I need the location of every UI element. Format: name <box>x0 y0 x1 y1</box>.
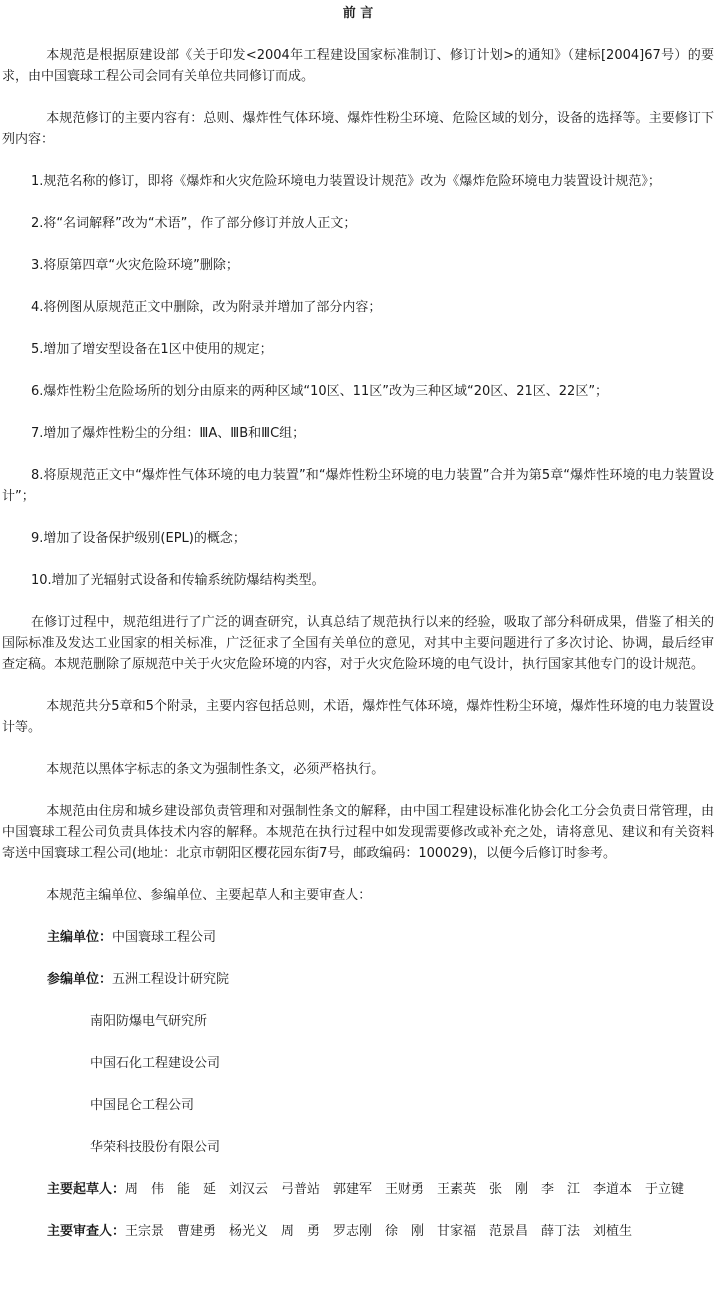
participants-line <box>2 969 714 990</box>
reviewers-names: 王宗景 曹建勇 杨光义 周 勇 罗志刚 徐 刚 甘家福 范景昌 薛丁法 刘植生 <box>125 1224 633 1239</box>
structure-paragraph: 本规范共分5章和5个附录，主要内容包括总则，术语，爆炸性气体环境，爆炸性粉尘环境，爆炸性环境的电力装置设计等。 <box>2 699 714 735</box>
chief-editor-line <box>2 927 714 948</box>
revision-item-1: 1.规范名称的修订，即将《爆炸和火灾危险环境电力装置设计规范》改为《爆炸危险环境电力装置设计规范》； <box>31 174 661 189</box>
management-paragraph: 本规范由住房和城乡建设部负责管理和对强制性条文的解释，由中国工程建设标准化协会化工分会负责日常管理，由中国寰球工程公司负责具体技术内容的解释。本规范在执行过程中如发现需要修改或补充之处，请将意见、建议和有关资料寄送中国寰球工程公司(地址：北京市朝阳区樱花园东街7号，邮政编码：100029)，以便今后修订时参考。 <box>2 804 714 861</box>
drafters-line <box>2 1179 714 1200</box>
drafters-label: 主要起草人： <box>47 1182 126 1197</box>
revision-item-10: 10.增加了光辐射式设备和传输系统防爆结构类型。 <box>31 573 325 588</box>
participants-label: 参编单位： <box>47 972 113 987</box>
revision-summary-paragraph: 本规范修订的主要内容有：总则、爆炸性气体环境、爆炸性粉尘环境、危险区域的划分，设备的选择等。主要修订下列内容： <box>2 111 714 147</box>
chief-editor-label: 主编单位： <box>47 930 113 945</box>
participant-unit-5: 华荣科技股份有限公司 <box>90 1140 221 1155</box>
intro-paragraph: 本规范是根据原建设部《关于印发<2004年工程建设国家标准制订、修订计划>的通知》（建标[2004]67号）的要求，由中国寰球工程公司会同有关单位共同修订而成。 <box>2 48 714 84</box>
reviewers-label: 主要审查人： <box>47 1224 126 1239</box>
mandatory-paragraph: 本规范以黑体字标志的条文为强制性条文，必须严格执行。 <box>46 762 385 777</box>
revision-item-3: 3.将原第四章“火灾危险环境”删除； <box>31 258 239 273</box>
participant-unit-4: 中国昆仑工程公司 <box>90 1098 195 1113</box>
revision-item-5: 5.增加了增安型设备在1区中使用的规定； <box>31 342 273 357</box>
participant-unit-3: 中国石化工程建设公司 <box>90 1056 221 1071</box>
page-title: 前 言 <box>342 6 374 21</box>
revision-item-4: 4.将例图从原规范正文中删除，改为附录并增加了部分内容； <box>31 300 382 315</box>
drafters-names: 周 伟 能 延 刘汉云 弓普站 郭建军 王财勇 王素英 张 刚 李 江 李道本 于立键 <box>125 1182 685 1197</box>
revision-item-6: 6.爆炸性粉尘危险场所的划分由原来的两种区域“10区、11区”改为三种区域“20区、21区、22区”； <box>31 384 609 399</box>
reviewers-line <box>2 1221 714 1242</box>
revision-item-8: 8.将原规范正文中“爆炸性气体环境的电力装置”和“爆炸性粉尘环境的电力装置”合并为第5章“爆炸性环境的电力装置设计”； <box>2 468 714 504</box>
revision-item-9: 9.增加了设备保护级别(EPL)的概念； <box>31 531 246 546</box>
process-paragraph: 在修订过程中，规范组进行了广泛的调查研究，认真总结了规范执行以来的经验，吸取了部分科研成果，借鉴了相关的国际标准及发达工业国家的相关标准，广泛征求了全国有关单位的意见，对其中主要问题进行了多次讨论、协调，最后经审查定稿。本规范删除了原规范中关于火灾危险环境的内容，对于火灾危险环境的电气设计，执行国家其他专门的设计规范。 <box>2 615 714 672</box>
participant-unit-1: 五洲工程设计研究院 <box>112 972 230 987</box>
revision-item-2: 2.将“名词解释”改为“术语”，作了部分修订并放人正文； <box>31 216 357 231</box>
chief-editor-value: 中国寰球工程公司 <box>112 930 217 945</box>
document-page <box>0 3 718 1304</box>
contributors-intro: 本规范主编单位、参编单位、主要起草人和主要审查人： <box>46 888 372 903</box>
revision-item-7: 7.增加了爆炸性粉尘的分组：ⅢA、ⅢB和ⅢC组； <box>31 426 306 441</box>
participant-unit-2: 南阳防爆电气研究所 <box>90 1014 208 1029</box>
